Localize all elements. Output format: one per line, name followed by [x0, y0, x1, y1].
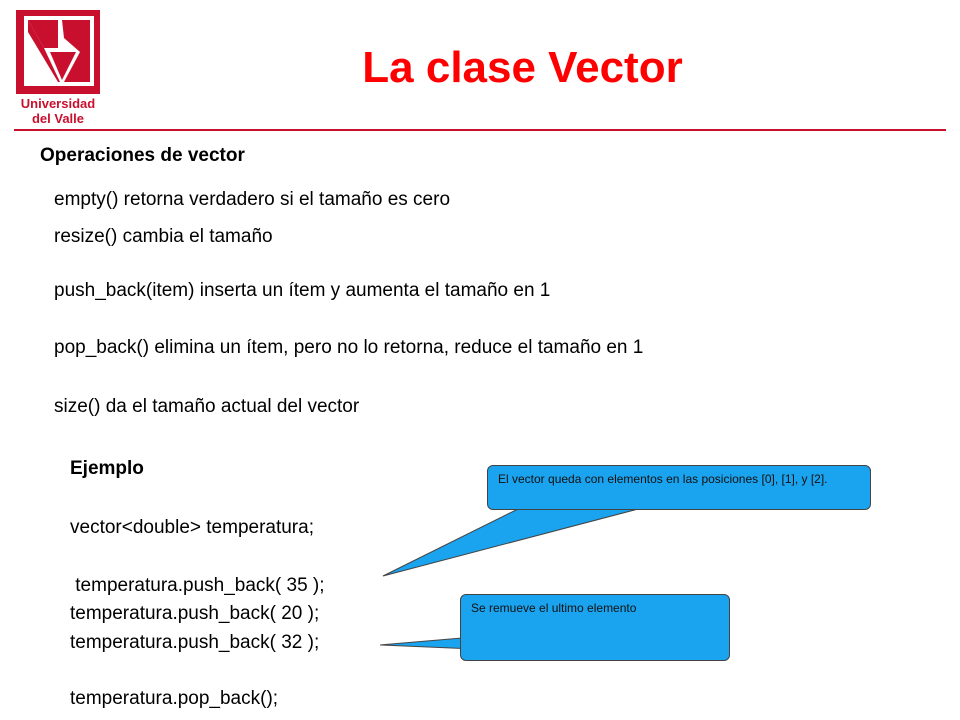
operation-resize: resize() cambia el tamaño — [54, 226, 273, 247]
operation-size: size() da el tamaño actual del vector — [54, 396, 360, 417]
example-line-push-35: temperatura.push_back( 35 ); — [70, 575, 325, 596]
example-line-push-32: temperatura.push_back( 32 ); — [70, 632, 320, 653]
example-line-pop-back: temperatura.pop_back(); — [70, 688, 279, 709]
page-title: La clase Vector — [362, 43, 683, 92]
logo-text-line2: del Valle — [31, 111, 85, 126]
callout-1-pointer — [383, 508, 642, 576]
logo-text-line1: Universidad — [20, 96, 96, 111]
example-line-push-20: temperatura.push_back( 20 ); — [70, 603, 320, 624]
operation-pop-back: pop_back() elimina un ítem, pero no lo retorna, reduce el tamaño en 1 — [54, 337, 644, 358]
section-subheading: Operaciones de vector — [40, 145, 245, 166]
operation-push-back: push_back(item) inserta un ítem y aumenta el tamaño en 1 — [54, 280, 551, 301]
callout-remove-last: Se remueve el ultimo elemento — [460, 594, 730, 661]
callout-vector-positions: El vector queda con elementos en las posiciones [0], [1], y [2]. — [487, 465, 871, 510]
example-heading: Ejemplo — [70, 458, 144, 479]
example-declaration: vector<double> temperatura; — [70, 517, 314, 538]
operation-empty: empty() retorna verdadero si el tamaño es cero — [54, 189, 451, 210]
